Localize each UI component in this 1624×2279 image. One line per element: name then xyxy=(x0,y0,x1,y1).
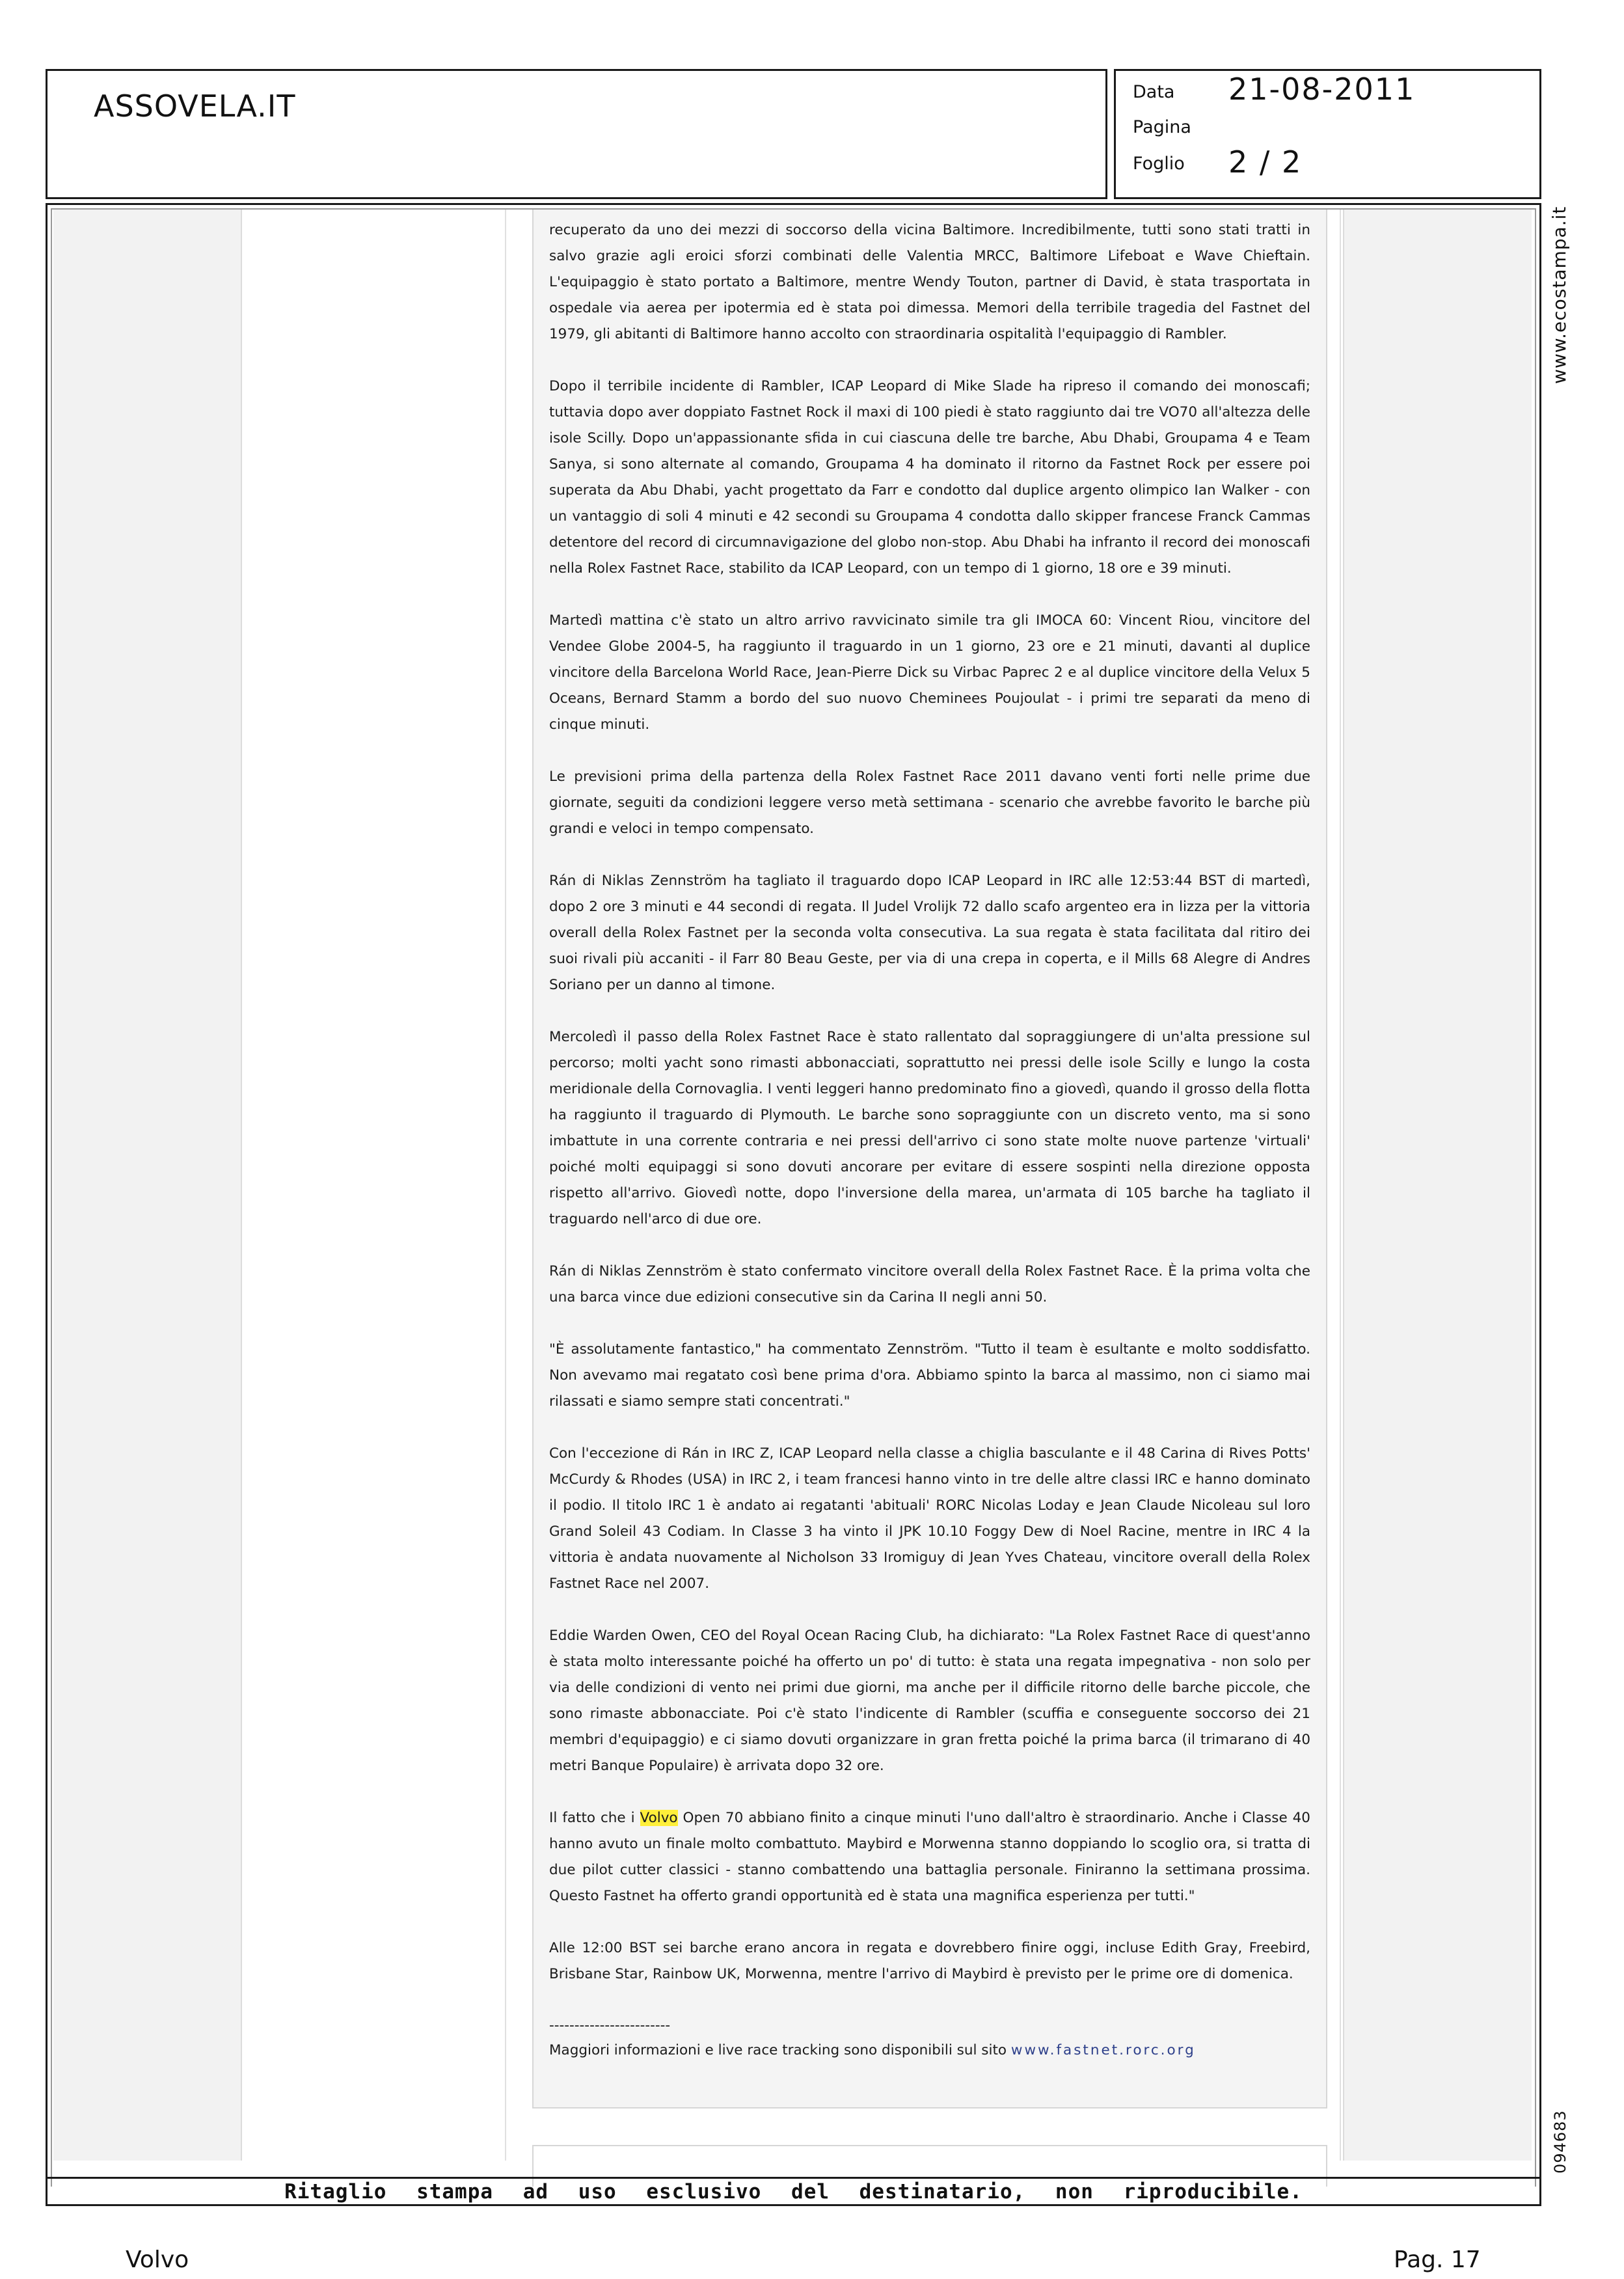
brand-label: Volvo xyxy=(126,2246,189,2273)
footer-rule xyxy=(46,2177,1541,2179)
volvo-text-after: Open 70 abbiano finito a cinque minuti l'uno dall'altro è straordinario. Anche i Classe 40 hanno avuto un finale molto combattuto. Maybird e Morwenna stanno doppiando lo scoglio ora, si tratta di due pilot cutter classici - stanno combattendo una battaglia personale. Finiranno la settimana prossima. Questo Fastnet ha offerto grandi opportunità ed è stata una magnifica esperienza per tutti." xyxy=(549,1810,1310,1904)
clipping-code: 094683 xyxy=(1551,2110,1569,2174)
volvo-text-before: Il fatto che i xyxy=(549,1810,640,1826)
page-left-band xyxy=(53,210,242,2161)
article-body xyxy=(549,217,1310,2063)
volvo-paragraph xyxy=(549,1805,1310,1909)
info-line xyxy=(549,2038,1310,2063)
article-paragraph: Martedì mattina c'è stato un altro arrivo ravvicinato simile tra gli IMOCA 60: Vincent Riou, vincitore del Vendee Globe 2004-5, ha raggiunto il traguardo in un 1 giorno, 23 ore e 21 minuti, davanti al duplice vincitore della Barcelona World Race, Jean-Pierre Dick su Virbac Paprec 2 e al duplice vincitore della Velux 5 Oceans, Bernard Stamm a bordo del suo nuovo Cheminees Poujoulat - i primi tre separati da meno di cinque minuti. xyxy=(549,612,1310,733)
article-paragraph: recuperato da uno dei mezzi di soccorso della vicina Baltimore. Incredibilmente, tutti sono stati tratti in salvo grazie agli eroici sforzi combinati delle Valentia MRCC, Baltimore Lifeboat e Wave Chieftain. L'equipaggio è stato portato a Baltimore, mentre Wendy Touton, partner di David, è stata trasportata in ospedale via aerea per ipotermia ed è stata poi dimessa. Memori della terribile tragedia del Fastnet del 1979, gli abitanti di Baltimore hanno accolto con straordinaria ospitalità l'equipaggio di Rambler. xyxy=(549,222,1310,342)
volvo-highlight: Volvo xyxy=(640,1810,678,1826)
article-paragraph: Rán di Niklas Zennström ha tagliato il traguardo dopo ICAP Leopard in IRC alle 12:53:44 BST di martedì, dopo 2 ore 3 minuti e 44 secondi di regata. Il Judel Vrolijk 72 dallo scafo argenteo era in lizza per la vittoria overall della Rolex Fastnet per la seconda volta consecutiva. La sua regata è stata facilitata dal ritiro dei suoi rivali più accaniti - il Farr 80 Beau Geste, per via di una crepa in coperta, e il Mills 68 Alegre di Andres Soriano per un danno al timone. xyxy=(549,873,1310,993)
article-paragraph: Mercoledì il passo della Rolex Fastnet Race è stato rallentato dal sopraggiungere di un'alta pressione sul percorso; molti yacht sono rimasti abbonacciati, soprattutto nei pressi delle isole Scilly e lungo la costa meridionale della Cornovaglia. I venti leggeri hanno predominato fino a giovedì, quando il grosso della flotta ha raggiunto il traguardo di Plymouth. Le barche sono sopraggiunte con un discreto vento, ma si sono imbattute in una corrente contraria e nei pressi dell'arrivo ci sono state molte nuove partenze 'virtuali' poiché molti equipaggi si sono dovuti ancorare per evitare di essere sospinti nella direzione opposta rispetto all'arrivo. Giovedì notte, dopo l'inversione della marea, un'armata di 105 barche ha tagliato il traguardo nell'arco di due ore. xyxy=(549,1029,1310,1227)
sheet-label: Foglio xyxy=(1133,154,1185,174)
inner-left-rule xyxy=(51,208,52,2187)
article-paragraph: Eddie Warden Owen, CEO del Royal Ocean Racing Club, ha dichiarato: "La Rolex Fastnet Race di quest'anno è stata molto interessante poiché ha offerto un po' di tutto: è stata una regata impegnativa - non solo per via delle condizioni di vento nei primi due giorni, ma anche per il difficile ritorno delle barche piccole, che sono rimaste abbonacciate. Poi c'è stato l'indicente di Rambler (scuffia e conseguente soccorso dei 21 membri d'equipaggio) e ci siamo dovuti organizzare in gran fretta poiché la prima barca (il trimarano di 40 metri Banque Populaire) è arrivata dopo 32 ore. xyxy=(549,1628,1310,1774)
inner-right-rule xyxy=(1535,208,1536,2187)
article-paragraph: Con l'eccezione di Rán in IRC Z, ICAP Leopard nella classe a chiglia basculante e il 48 Carina di Rives Potts' McCurdy & Rhodes (USA) in IRC 2, i team francesi hanno vinto in tre delle altre classi IRC e hanno dominato il podio. Il titolo IRC 1 è andato ai regatanti 'abituali' RORC Nicolas Loday e Jean Claude Nicoleau sul loro Grand Soleil 43 Codiam. In Classe 3 ha vinto il JPK 10.10 Foggy Dew di Noel Racine, mentre in IRC 4 la vittoria è andata nuovamente al Nicholson 33 Iromiguy di Jean Yves Chateau, vincitore overall della Rolex Fastnet Race nel 2007. xyxy=(549,1445,1310,1592)
article-paragraph: Alle 12:00 BST sei barche erano ancora in regata e dovrebbero finire oggi, incluse Edith Gray, Freebird, Brisbane Star, Rainbow UK, Morwenna, mentre l'arrivo di Maybird è previsto per le prime ore di domenica. xyxy=(549,1940,1310,1982)
page-label: Pagina xyxy=(1133,117,1191,137)
website-link[interactable]: www.fastnet.rorc.org xyxy=(1010,2042,1196,2058)
separator-line: ------------------------ xyxy=(549,2017,671,2034)
publication-name: ASSOVELA.IT xyxy=(94,89,296,124)
date-label: Data xyxy=(1133,82,1175,102)
page-right-band xyxy=(1343,210,1532,2161)
article-paragraph: Rán di Niklas Zennström è stato confermato vincitore overall della Rolex Fastnet Race. È la prima volta che una barca vince due edizioni consecutive sin da Carina II negli anni 50. xyxy=(549,1263,1310,1305)
article-paragraph: "È assolutamente fantastico," ha commentato Zennström. "Tutto il team è esultante e molto soddisfatto. Non avevamo mai regatato così bene prima d'ora. Abbiamo spinto la barca al massimo, non ci siamo mai rilassati e siamo sempre stati concentrati." xyxy=(549,1341,1310,1410)
info-text: Maggiori informazioni e live race tracking sono disponibili sul sito xyxy=(549,2042,1011,2058)
page-number: Pag. 17 xyxy=(1394,2246,1481,2273)
ecostampa-website: www.ecostampa.it xyxy=(1549,206,1570,384)
sheet-value: 2 / 2 xyxy=(1228,144,1303,180)
article-paragraph: Dopo il terribile incidente di Rambler, ICAP Leopard di Mike Slade ha ripreso il comando dei monoscafi; tuttavia dopo aver doppiato Fastnet Rock il maxi di 100 piedi è stato raggiunto dai tre VO70 all'altezza delle isole Scilly. Dopo un'appassionante sfida in cui ciascuna delle tre barche, Abu Dhabi, Groupama 4 e Team Sanya, si sono alternate al comando, Groupama 4 ha dominato il ritorno da Fastnet Rock per essere poi superata da Abu Dhabi, yacht progettato da Farr e condotto dal duplice argento olimpico Ian Walker - con un vantaggio di soli 4 minuti e 42 secondi su Groupama 4 condotta dallo skipper francese Franck Cammas detentore del record di circumnavigazione del globo non-stop. Abu Dhabi ha infranto il record dei monoscafi nella Rolex Fastnet Race, stabilito da ICAP Leopard, con un tempo di 1 giorno, 18 ore e 39 minuti. xyxy=(549,378,1310,577)
date-value: 21-08-2011 xyxy=(1228,72,1416,107)
disclaimer: Ritaglio stampa ad uso esclusivo del destinatario, non riproducibile. xyxy=(284,2180,1303,2204)
article-paragraph: Le previsioni prima della partenza della Rolex Fastnet Race 2011 davano venti forti nelle prime due giornate, seguiti da condizioni leggere verso metà settimana - scenario che avrebbe favorito le barche più grandi e veloci in tempo compensato. xyxy=(549,769,1310,837)
